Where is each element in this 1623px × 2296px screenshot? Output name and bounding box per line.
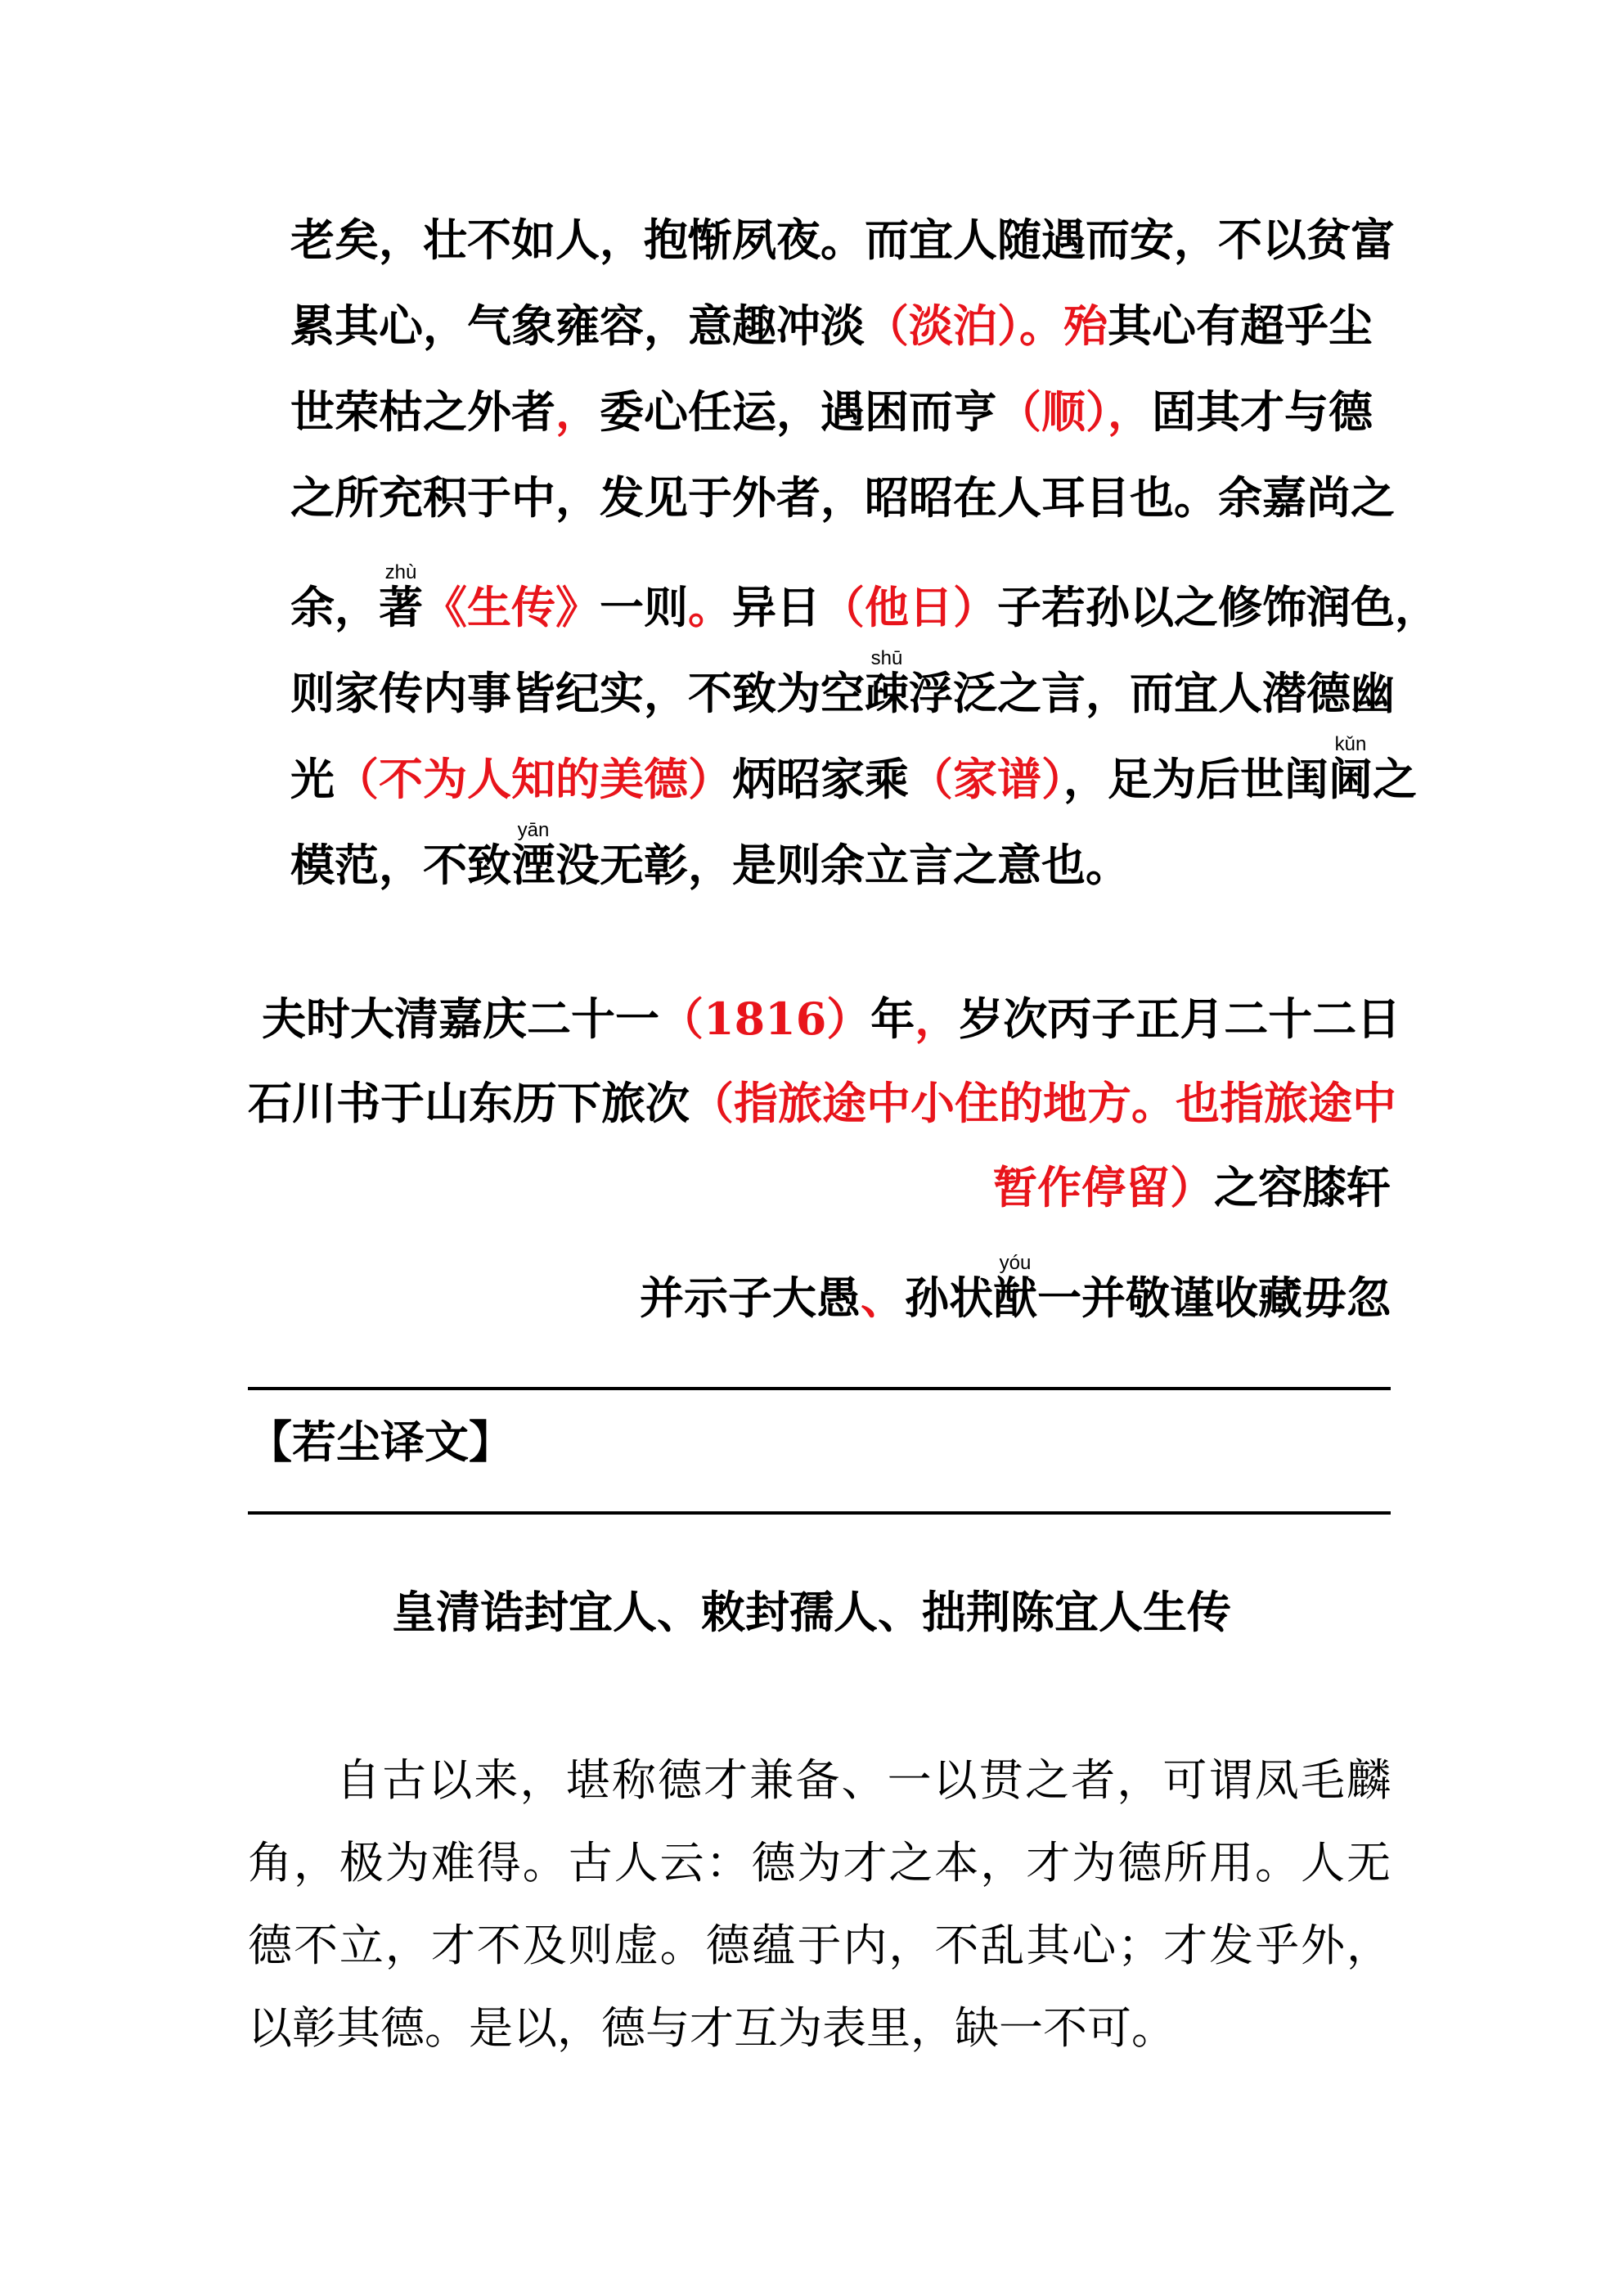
divider-bottom bbox=[248, 1511, 1391, 1515]
pinyin: kǔn bbox=[1329, 733, 1373, 755]
text: 浮泛之言，而宜人潜德幽 bbox=[909, 667, 1395, 719]
text: 年 bbox=[870, 993, 915, 1045]
pinyin: yóu bbox=[993, 1252, 1037, 1274]
annotation-punct: 、 bbox=[861, 1272, 905, 1324]
original-line-5 bbox=[290, 563, 1439, 636]
annotation: （他日） bbox=[820, 581, 997, 633]
text: 夫时大清嘉庆二十一 bbox=[262, 993, 659, 1045]
ruby-kun: 阃kǔn bbox=[1329, 733, 1373, 805]
text: 老矣，壮不如人，抱惭夙夜。而宜人随遇而安，不以贫富 bbox=[290, 214, 1395, 266]
annotation-punct: ， bbox=[555, 385, 600, 438]
annotation: （家谱） bbox=[909, 753, 1063, 805]
text: 光 bbox=[290, 753, 335, 805]
ruby-zhu: 著zhù bbox=[379, 561, 423, 633]
ruby-shu: 疎shū bbox=[865, 647, 909, 719]
text: 固其才与德 bbox=[1152, 385, 1373, 438]
divider-top bbox=[248, 1387, 1391, 1390]
annotation: （1816） bbox=[659, 993, 871, 1045]
annotation: （不为人知的美德） bbox=[335, 753, 732, 805]
text: 石川书于山东历下旅次 bbox=[248, 1077, 690, 1129]
text: 余， bbox=[290, 581, 379, 633]
text: 其心有超乎尘 bbox=[1108, 299, 1373, 352]
translation-paragraph: 自古以来，堪称德才兼备、一以贯之者，可谓凤毛麟角，极为难得。古人云：德为才之本，才为德所用。人无德不立，才不及则虚。德蕴于内，不乱其心；才发乎外，以彰其德。是以，德与才互为表里，缺一不可。 bbox=[248, 1754, 1391, 2054]
original-line-6 bbox=[290, 649, 1395, 722]
original-line-1 bbox=[290, 211, 1395, 268]
text: 模范，不致 bbox=[290, 839, 511, 891]
text: 世荣枯之外者 bbox=[290, 385, 555, 438]
text: 异日 bbox=[732, 581, 820, 633]
annotation: （淡泊）。殆 bbox=[865, 299, 1108, 352]
section-heading: 【若尘译文】 bbox=[248, 1416, 513, 1468]
text: 孙状 bbox=[905, 1272, 993, 1324]
text: ，足为后世闺 bbox=[1063, 753, 1329, 805]
original-line-4 bbox=[290, 469, 1395, 526]
original-line-3 bbox=[290, 383, 1373, 440]
text: 并示子大愚 bbox=[640, 1272, 861, 1324]
original-line-2 bbox=[290, 297, 1373, 354]
pinyin: zhù bbox=[379, 561, 423, 583]
text: 炳昭家乘 bbox=[732, 753, 909, 805]
translation-title: 皇清诰封宜人、敕封孺人、拙荆陈宜人生传 bbox=[392, 1586, 1231, 1638]
original-line-7 bbox=[290, 735, 1417, 808]
ruby-you: 猷yóu bbox=[993, 1252, 1037, 1324]
original-line-8 bbox=[290, 821, 1130, 894]
text: 一则 bbox=[600, 581, 688, 633]
text: 则家传内事皆纪实，不致为空 bbox=[290, 667, 865, 719]
pinyin: yān bbox=[511, 819, 555, 841]
annotation: 暂作停留） bbox=[993, 1161, 1214, 1213]
book-title: 《生传》 bbox=[423, 581, 600, 633]
text: 子若孙以之修饰润色， bbox=[997, 581, 1439, 633]
colophon-line-2 bbox=[248, 1074, 1396, 1132]
text: 累其心，气象雍容，意趣冲淡 bbox=[290, 299, 865, 352]
text: 一并敬谨收藏毋忽 bbox=[1037, 1272, 1391, 1324]
annotation-punct: ， bbox=[915, 993, 960, 1045]
colophon-line-3 bbox=[993, 1159, 1391, 1216]
pinyin: shū bbox=[865, 647, 909, 669]
colophon-line-4 bbox=[640, 1254, 1391, 1326]
ruby-yan: 湮yān bbox=[511, 819, 555, 891]
colophon-line-1 bbox=[262, 990, 1400, 1047]
annotation-punct: 。 bbox=[688, 581, 732, 633]
annotation: （指旅途中小住的地方。也指旅途中 bbox=[690, 1077, 1396, 1129]
text: 岁次丙子正月二十二日 bbox=[959, 993, 1401, 1045]
text: 之所充积于中，发见于外者，昭昭在人耳目也。余嘉尚之 bbox=[290, 471, 1395, 524]
annotation: （顺）， bbox=[997, 385, 1152, 438]
text: 委心任运，遇困而亨 bbox=[600, 385, 997, 438]
text: 没无彰，是则余立言之意也。 bbox=[555, 839, 1130, 891]
text: 之容膝轩 bbox=[1214, 1161, 1391, 1213]
text: 之 bbox=[1373, 753, 1417, 805]
